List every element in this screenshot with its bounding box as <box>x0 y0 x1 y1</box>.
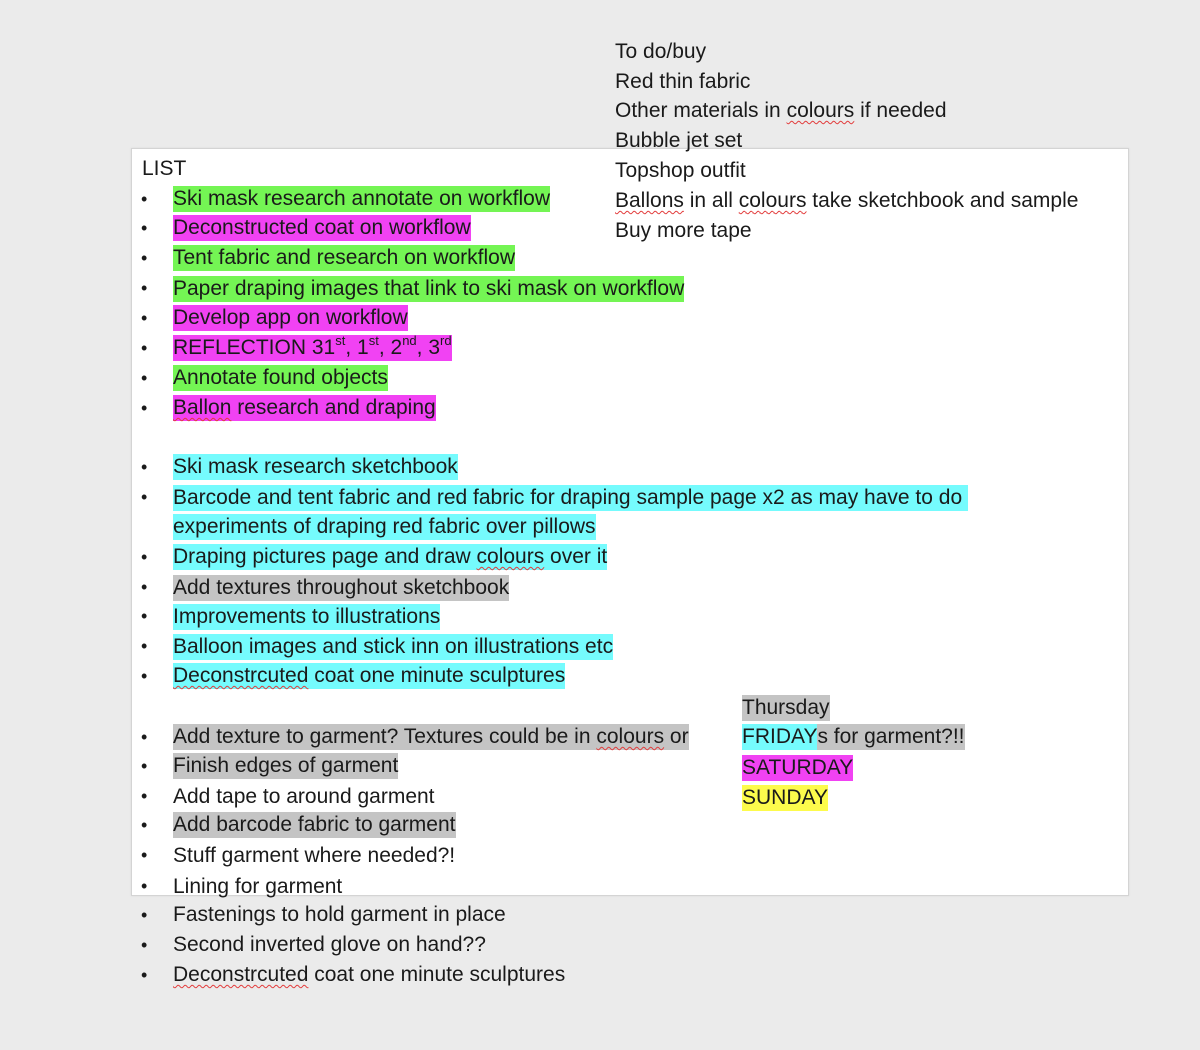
list-item: Deconstrcuted coat one minute sculptures <box>173 664 566 687</box>
bullet-icon: • <box>141 278 148 298</box>
bullet-icon: • <box>141 727 148 747</box>
bullet-icon: • <box>141 487 148 507</box>
list-item: Deconstrcuted coat one minute sculptures <box>173 963 566 986</box>
list-item: Add tape to around garment <box>173 785 435 808</box>
list-item: Ballon research and draping <box>173 396 436 419</box>
bullet-icon: • <box>141 189 148 209</box>
bullet-icon: • <box>141 935 148 955</box>
bullet-icon: • <box>141 368 148 388</box>
list-item: Draping pictures page and draw colours over it <box>173 545 608 568</box>
list-title: LIST <box>142 157 187 180</box>
list-item: Annotate found objects <box>173 366 388 389</box>
bullet-icon: • <box>141 876 148 896</box>
todo-item: Buy more tape <box>615 219 752 242</box>
list-item: Barcode and tent fabric and red fabric for draping sample page x2 as may have to do <box>173 485 968 510</box>
bullet-icon: • <box>141 845 148 865</box>
list-item: Fastenings to hold garment in place <box>173 903 506 926</box>
list-item: Balloon images and stick inn on illustrations etc <box>173 635 614 658</box>
bullet-icon: • <box>141 756 148 776</box>
bullet-icon: • <box>141 965 148 985</box>
todo-item: Bubble jet set <box>615 129 743 152</box>
list-item: Add barcode fabric to garment <box>173 813 456 836</box>
bullet-icon: • <box>141 577 148 597</box>
todo-heading: To do/buy <box>615 40 707 63</box>
bullet-icon: • <box>141 398 148 418</box>
list-item: Tent fabric and research on workflow <box>173 246 515 269</box>
todo-item: Other materials in colours if needed <box>615 99 947 122</box>
list-item: Ski mask research sketchbook <box>173 455 458 478</box>
list-item: Add textures throughout sketchbook <box>173 576 510 599</box>
day-thursday: Thursday <box>742 696 830 719</box>
bullet-icon: • <box>141 815 148 835</box>
day-sunday: SUNDAY <box>742 786 828 809</box>
list-item: Add texture to garment? Textures could be in colours or <box>173 725 689 748</box>
list-item: Second inverted glove on hand?? <box>173 933 486 956</box>
bullet-icon: • <box>141 308 148 328</box>
list-item: Improvements to illustrations <box>173 605 441 628</box>
list-item: Lining for garment <box>173 875 343 898</box>
todo-item: Topshop outfit <box>615 159 746 182</box>
bullet-icon: • <box>141 218 148 238</box>
day-saturday: SATURDAY <box>742 756 854 779</box>
list-item: Develop app on workflow <box>173 306 408 329</box>
list-item: Paper draping images that link to ski mask on workflow <box>173 277 685 300</box>
list-item-continued: experiments of draping red fabric over pillows <box>173 515 596 538</box>
bullet-icon: • <box>141 248 148 268</box>
bullet-icon: • <box>141 338 148 358</box>
list-item: Finish edges of garment <box>173 754 399 777</box>
bullet-icon: • <box>141 666 148 686</box>
list-item-reflection: REFLECTION 31st, 1st, 2nd, 3rd <box>173 333 452 359</box>
todo-item: Ballons in all colours take sketchbook and sample <box>615 189 1079 212</box>
bullet-icon: • <box>141 786 148 806</box>
list-item: Stuff garment where needed?! <box>173 844 456 867</box>
bullet-icon: • <box>141 905 148 925</box>
bullet-icon: • <box>141 547 148 567</box>
day-friday: FRIDAYs for garment?!! <box>742 725 965 748</box>
bullet-icon: • <box>141 606 148 626</box>
bullet-icon: • <box>141 457 148 477</box>
todo-item: Red thin fabric <box>615 70 751 93</box>
bullet-icon: • <box>141 636 148 656</box>
list-item: Deconstructed coat on workflow <box>173 216 471 239</box>
list-item: Ski mask research annotate on workflow <box>173 187 551 210</box>
